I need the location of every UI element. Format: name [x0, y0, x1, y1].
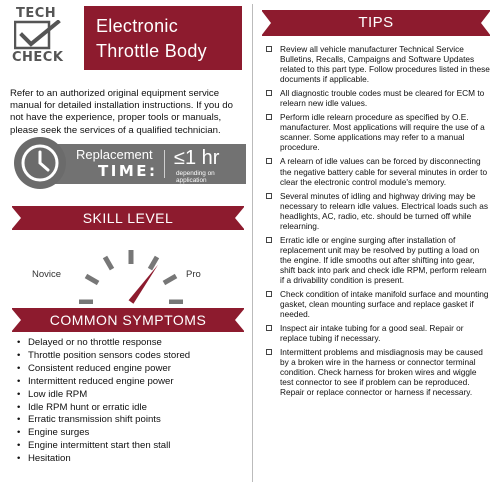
- tip-item: [264, 191, 492, 231]
- symptom-item: • Engine intermittent start then stall: [16, 440, 248, 453]
- logo-bottom-text: CHECK: [12, 50, 64, 65]
- tips-list: [264, 44, 492, 402]
- checkmark-icon: [14, 20, 70, 50]
- novice-label: Novice: [32, 269, 62, 280]
- skill-level-heading: SKILL LEVEL: [12, 206, 244, 230]
- gauge-tick: [164, 276, 176, 283]
- tip-text: A relearn of idle values can be forced by disconnecting the negative battery cable for several minutes in order to clear the electronic control module's memory.: [280, 156, 488, 187]
- tips-heading: TIPS: [262, 10, 490, 36]
- tip-text: Check condition of intake manifold surface and mounting gasket, clean mounting surface and replace gasket if needed.: [280, 289, 489, 320]
- replacement-time-panel: [6, 137, 246, 190]
- symptom-item: • Low idle RPM: [16, 389, 248, 402]
- symptom-item: • Engine surges: [16, 427, 248, 440]
- checkbox-icon: [266, 114, 272, 120]
- logo-top-text: TECH: [16, 6, 57, 21]
- checkbox-icon: [266, 90, 272, 96]
- tip-item: [264, 44, 492, 84]
- tip-text: Inspect air intake tubing for a good seal. Repair or replace tubing if necessary.: [280, 323, 464, 344]
- tip-item: [264, 156, 492, 186]
- checkbox-icon: [266, 46, 272, 52]
- tip-item: [264, 347, 492, 397]
- product-title-banner: [84, 6, 242, 70]
- time-divider: [164, 150, 165, 178]
- clock-icon: [14, 137, 66, 189]
- common-symptoms-heading: COMMON SYMPTOMS: [12, 308, 244, 332]
- tip-text: Intermittent problems and misdiagnosis may be caused by a broken wire in the harness or connector terminal condition. Check harness for broken wires and wiggle test connector to see if problem can be reproduced. Repair or replace connector or harness if necessary.: [280, 347, 483, 398]
- gauge-needle-shape: [129, 265, 158, 304]
- tech-check-logo: [8, 6, 76, 68]
- gauge-needle: [129, 265, 158, 304]
- tip-item: [264, 88, 492, 108]
- product-title-line2: Throttle Body: [96, 41, 207, 61]
- checkbox-icon: [266, 349, 272, 355]
- tip-item: [264, 235, 492, 285]
- column-divider: [252, 4, 253, 482]
- gauge-ticks: [79, 250, 183, 302]
- replacement-label: Replacement: [76, 147, 153, 162]
- symptom-item: • Idle RPM hunt or erratic idle: [16, 402, 248, 415]
- tip-item: [264, 289, 492, 319]
- symptom-list: [16, 337, 248, 466]
- time-label: TIME:: [98, 162, 158, 180]
- checkbox-icon: [266, 325, 272, 331]
- tip-item: [264, 112, 492, 152]
- gauge-tick: [150, 257, 157, 269]
- tip-text: Several minutes of idling and highway driving may be necessary to relearn idle values. Electrical loads such as headlights, AC, radio, etc. should be turned off while relearning.: [280, 190, 488, 231]
- tip-text: Review all vehicle manufacturer Technical Service Bulletins, Recalls, Campaigns and Software Updates related to this part type. Follow procedures listed in these documents if applicable.: [280, 44, 490, 85]
- tip-item: [264, 323, 492, 343]
- product-title-line1: Electronic: [96, 16, 179, 36]
- symptom-item: • Intermittent reduced engine power: [16, 376, 248, 389]
- gauge-tick: [105, 257, 112, 269]
- symptom-item: • Throttle position sensors codes stored: [16, 350, 248, 363]
- time-value: ≤1 hr: [174, 147, 220, 169]
- checkbox-icon: [266, 237, 272, 243]
- checkbox-icon: [266, 291, 272, 297]
- gauge-tick: [86, 276, 98, 283]
- pro-label: Pro: [186, 269, 201, 280]
- gauge-icon: [56, 240, 206, 304]
- tip-text: Perform idle relearn procedure as specified by O.E. manufacturer. Most applications will require the use of a scanner. Some applications may refer to a manual procedure.: [280, 112, 485, 153]
- symptom-item: • Hesitation: [16, 453, 248, 466]
- tip-text: All diagnostic trouble codes must be cleared for ECM to relearn new idle values.: [280, 88, 485, 109]
- checkbox-icon: [266, 158, 272, 164]
- checkbox-icon: [266, 193, 272, 199]
- intro-text: Refer to an authorized original equipment service manual for detailed installation instructions. If you do not have the experience, proper tools or manuals, please seek the services of a qualified technician.: [10, 88, 233, 136]
- symptom-item: • Delayed or no throttle response: [16, 337, 248, 350]
- symptom-item: • Erratic transmission shift points: [16, 414, 248, 427]
- time-note: depending on application: [176, 170, 215, 184]
- symptom-item: • Consistent reduced engine power: [16, 363, 248, 376]
- tip-text: Erratic idle or engine surging after installation of replacement unit may be resolved by putting a load on the engine. If idle smooths out after shifting into gear, shift back into park and check idle RPM, perform relearn if a drivability condition is present.: [280, 234, 487, 285]
